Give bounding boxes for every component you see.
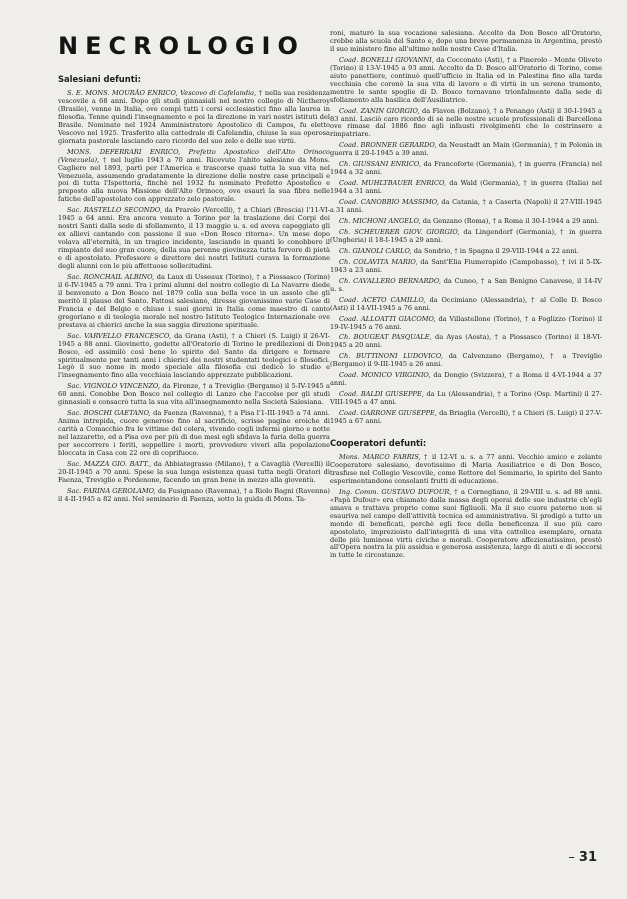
entry-name: Sac. FARINA GEROLAMO, [67,486,156,495]
section-heading-salesiani: Salesiani defunti: [58,74,141,84]
obituary-entry [330,316,602,332]
obituary-entry [330,372,602,388]
entry-text: da Dongio (Svizzera), † a Roma il 4-VI-1944 a 37 anni. [330,371,602,388]
entry-name: Coad. MUHLTBAUER ENRICO, [339,179,447,188]
right-column [330,30,602,563]
entry-name: Ch. SCHEUERER GIOV. GIORGIO, [339,227,460,236]
entry-name: Sac. VIGNOLO VINCENZO, [67,382,161,391]
obituary-entry [58,149,330,205]
entry-name: S. E. MONS. MOURÃO ENRICO, Vescovo di Cafelandia, [67,89,257,97]
obituary-entry [330,353,602,369]
entry-name: Ch. COLAVITA MARIO, [339,257,418,266]
entry-text: da Catania, † a Caserta (Napoli) il 27-VIII-1945 a 31 anni. [330,198,602,215]
entry-text: † nel luglio 1943 a 70 anni. Ricevuto l'abito salesiano da Mons. Cagliero nel 1893, partì per l'America e trascorse quasi tutta la sua vita nel Venezuela, assumendo gradatamente la direzione delle nostre case principali e poi di tutta l'Ispettoria, finchè nel 1932 fu nominato Prefetto Apostolico e preposto alla nuova Missione dell'Alto Orinoco, ove esaurì la sua fibra nelle fatiche dell'apostolato con apprezzato zelo pastorale. [58,155,330,204]
entry-name: Coad. ALLOATTI GIACOMO, [339,314,436,323]
entry-text: da Cocconato (Asti), † a Pinerolo - Monte Oliveto (Torino) il 13-V-1945 a 93 anni. Accolto da D. Bosco all'Oratorio di Torino, come aiuto panettiere, continuò quell'ufficio in Italia ed in Palestina fino alla tarda vecchiaia che coronò la sua vita di lavoro e di virtù in un sereno tramonto, mentre le sante spoglie di D. Bosco tornavano trionfalmente dalla sede di sfollamento alla basilica dell'Ausiliatrice. [330,55,602,104]
entry-text: da Sondrio, † in Spagna il 29-VIII-1944 a 22 anni. [413,246,579,255]
entry-name: Sac. VARVELLO FRANCESCO, [67,331,172,340]
entry-name: Ch. MICHONI ANGELO, [339,217,421,226]
entry-name: Coad. BALDI GIUSEPPE, [339,390,424,399]
obituary-entry [58,333,330,381]
entry-text: da Wald (Germania), † in guerra (Italia) nel 1944 a 31 anni. [330,179,602,196]
entry-text: da Fusignano (Ravenna), † a Riolo Bagni (Ravenna) il 4-II-1945 a 82 anni. Nel seminario di Faenza, sotto la guida di Mons. Ta- [58,486,330,503]
entry-name: Coad. ZANIN GIORGIO, [339,106,420,115]
entry-text: † a Cornegliano, il 29-VIII u. s. ad 88 anni. «Papà Dufour» era chiamato dalla massa degli operai delle sue industrie ch'egli amava e trattava proprio come suoi figliuoli. Ma il suo cuore paterno non si esauriva nel campo dell'attività tecnica ed amministrativa. Si prodigò a tutto un mondo di beneficati, perchè egli fece della beneficenza il suo più caro apostolato, imprezioisto dall'integrità di una vita cattolica esemplare, ornata delle più luminose virtù civiche e morali. Cooperatore affezionatissimo, prestò all'Opera nostra la più assidua e generosa assistenza, largo di aiuti e di soccorsi in tutte le circostanze. [330,487,602,560]
entry-name: Coad. BONELLI GIOVANNI, [339,55,434,64]
obituary-entry [330,57,602,105]
salesiani-list-continued [330,57,602,426]
page-number-dash: – [568,850,575,865]
entry-text: da Lingendorf (Germania), † in guerra (Ungheria) il 18-I-1945 a 29 anni. [330,227,602,244]
page-number-value: 31 [578,850,597,865]
obituary-entry [330,454,602,486]
entry-text: da Francoforte (Germania), † in guerra (Francia) nel 1944 a 32 anni. [330,160,602,177]
entry-name: Ch. CAVALLERO BERNARDO, [339,276,441,285]
entry-text: da Abbiategrasso (Milano), † a Cavaglià (Vercelli) il 20-II-1945 a 70 anni. Spese la sua lunga esistenza quasi tutta negli Oratori di Faenza, Treviglio e Pordenone, facendo un gran bene in mezzo alla gioventù. [58,459,330,484]
entry-name: Ing. Comm. GUSTAVO DUFOUR, [339,487,452,496]
obituary-entry [330,229,602,245]
entry-name: Coad. CANOBBIO MASSIMO, [339,198,439,207]
obituary-entry [330,259,602,275]
obituary-entry [58,410,330,458]
entry-text: da Firenze, † a Treviglio (Bergamo) il 5-IV-1945 a 68 anni. Conobbe Don Bosco nel collegio di Lanzo che l'accolse per gli studi ginnasiali e consacrò tutta la sua vita all'insegnamento nella Società Salesiana. [58,382,330,407]
entry-name: Coad. ACETO CAMILLO, [339,295,426,304]
entry-name: Sac. RASTELLO SECONDO, [67,206,162,215]
entry-name: Ch. BOUGEAT PASQUALE, [339,333,432,342]
entry-name: Mons. MARCO FABRIS, [339,452,421,461]
entry-text: da Occimiano (Alessandria), † al Colle D. Bosco (Asti) il 14-VII-1945 a 76 anni. [330,295,602,312]
entry-text: da Laux di Usseaux (Torino), † a Piossasco (Torino) il 6-IV-1945 a 79 anni. Tra i primi alunni del nostro collegio di La Navarre diede il benvenuto a Don Bosco nel 1879 colla sua bella voce in un assolo che gli meritò il plauso del Santo. Fattosi salesiano, diresse giovanissimo varie Case di Francia e del Belgio e chiuse i suoi giorni in Italia come maestro di canto gregoriano e di teologia morale nel nostro Istituto Teologico Internazionale ove prestava ai chierici anche la sua saggia direzione spirituale. [58,272,331,329]
obituary-entry [330,142,602,158]
obituary-entry [330,297,602,313]
obituary-entry [330,334,602,350]
obituary-entry [330,248,602,256]
obituary-entry [58,207,330,271]
obituary-entry [58,461,330,485]
entry-text: † il 12-VI u. s. a 77 anni. Vecchio amico e zelante Cooperatore salesiano, devotissimo di Maria Ausiliatrice e di Don Bosco, trasfuse nel Collegio Vescovile, come Rettore del Seminario, lo spirito del Santo esperimentandone consolanti frutti di educazione. [330,452,602,485]
entry-name: Sac. RONCHAIL ALBINO, [67,272,155,281]
entry-name: Coad. BRONNER GERARDO, [339,141,437,150]
entry-text: da Lu (Alessandria), † a Torino (Osp. Martini) il 27-VIII-1945 a 47 anni. [330,390,602,407]
obituary-entry [330,218,602,226]
obituary-entry [330,108,602,140]
page-title: NECROLOGIO [58,32,305,60]
left-column [58,28,330,507]
obituary-entry [330,391,602,407]
obituary-entry [330,410,602,426]
entry-text: da Ayas (Aosta), † a Piossasco (Torino) il 18-VI-1945 a 20 anni. [330,333,602,350]
entry-text: da Calvenzano (Bergamo), † a Treviglio (Bergamo) il 9-III-1945 a 26 anni. [330,352,603,369]
entry-text: da Sant'Elia Fiumerapido (Campobasso), † ivi il 5-IX-1943 a 23 anni. [330,257,602,274]
entry-name: Ch. BUTTINONI LUDOVICO, [339,352,443,361]
entry-text: da Briaglia (Vercelli), † a Chieri (S. Luigi) il 27-V-1945 a 67 anni. [330,409,602,426]
entry-continuation: roni, maturò la sua vocazione salesiana. Accolto da Don Bosco all'Oratorio, crebbe alla scuola del Santo e, dopo una breve permanenza in Argentina, prestò il suo ministero fino all'ultimo nelle nostre Case d'Italia. [330,29,602,53]
entry-text: da Villastellone (Torino), † a Foglizzo (Torino) il 19-IV-1945 a 76 anni. [330,314,602,331]
page-number [568,850,597,865]
entry-text: da Grana (Asti), † a Chieri (S. Luigi) il 26-VI-1945 a 88 anni. Giovinetto, godette all'Oratorio di Torino le predilezioni di Don Bosco, ed assimilò così bene lo spirito del Santo da dirigere e formare spiritualmente per tanti anni i chierici dei nostri studentati teologici e filosofici. Legò il suo nome in modo speciale alla filosofia cui dedicò lo studio e l'insegnamento fino alla vecchiaia lasciando apprezzate pubblicazioni. [58,331,330,380]
cooperatori-list [330,454,602,560]
obituary-entry [330,278,602,294]
obituary-entry [330,180,602,196]
entry-text: da Prarolo (Vercelli), † a Chiari (Brescia) l'11-VI-1945 a 64 anni. Era ancora venuto a Torino per la traslazione dei Corpi dei nostri Santi dalla sede di sfollamento, il 13 maggio u. s. ed aveva capeggiato gli ex allievi cantando con passione il suo «Don Bosco ritorna». Un mese dopo volava all'eternità, in un tragico incidente, lasciando in quanti lo conobbero il rimpianto del suo gran cuore, della sua perenne giovinezza tutta fervore di pietà e di apostolato. Professore e direttore dei nostri Istituti curava la formazione degli alunni con le più affettuose sollecitudini. [58,206,330,271]
entry-text: da Neustadt an Main (Germania), † in Polonia in guerra il 20-I-1945 a 39 anni. [330,141,602,158]
entry-text: da Flavon (Bolzano), † a Penango (Asti) il 30-I-1945 a 83 anni. Lasciò caro ricordo di sè nelle nostre scuole professionali di Barcellona ove rimase dal 1886 fino agli infausti rivolgimenti che lo costrinsero a rimpatriare. [330,106,602,139]
entry-name: Ch. GIANOLI CARLO, [339,246,412,255]
entry-name: Sac. BOSCHI GAETANO, [67,409,151,418]
obituary-entry [58,274,330,330]
entry-name: Sac. MAZZA GIO. BATT., [67,459,152,468]
entry-name: Coad. MONICO VIRGINIO, [339,371,431,380]
entry-name: Coad. GARRONE GIUSEPPE, [339,409,437,418]
entry-text: da Genzano (Roma), † a Roma il 30-I-1944 a 29 anni. [422,217,599,226]
entry-name: MONS. DEFERRARI ENRICO, Prefetto Apostolico dell'Alto Orinoco (Venezuela), [58,147,330,164]
section-heading-cooperatori: Cooperatori defunti: [330,437,427,448]
obituary-entry [58,383,330,407]
entry-name: Ch. GIUSSANI ENRICO, [339,160,422,169]
obituary-entry [58,488,330,504]
entry-text: da Cuneo, † a San Benigno Canavese, il 14-IV u. s. [330,276,602,293]
entry-text: † nella sua residenza vescovile a 68 anni. Dopo gli studi ginnasiali nel nostro collegio di Nictheroy (Brasile), venne in Italia, ove compì tutti i corsi ecclesiastici fino alla laurea in filosofia. Tenne quindi l'insegnamento e poi la direzione in vari nostri istituti del Brasile. Nominato nel 1924 Amministratore Apostolico di Campos, fu eletto Vescovo nel 1925. Trasferito alla cattedrale di Cafelandia, chiuse la sua operosa giornata pastorale lasciando caro ricordo del suo zelo e delle sue virtù. [58,89,330,145]
obituary-entry [58,90,330,146]
entry-text: da Faenza (Ravenna), † a Pisa l'1-III-1945 a 74 anni. Anima intrepida, cuore generoso fino al sacrificio, scrisse pagine eroiche di carità a Comacchio fra le vittime del colera, vivendo cogli infermi giorno e notte nel lazzaretto, ed a Pisa ove per più di due mesi egli sfidava la furia della guerra per soccorrere i feriti, seppellire i morti, provvedere viveri alla popolazione bloccata in Casa con 22 ore di coprifuoco. [58,409,330,457]
salesiani-list [58,90,330,504]
obituary-entry [330,199,602,215]
obituary-entry [330,161,602,177]
obituary-entry [330,489,602,561]
